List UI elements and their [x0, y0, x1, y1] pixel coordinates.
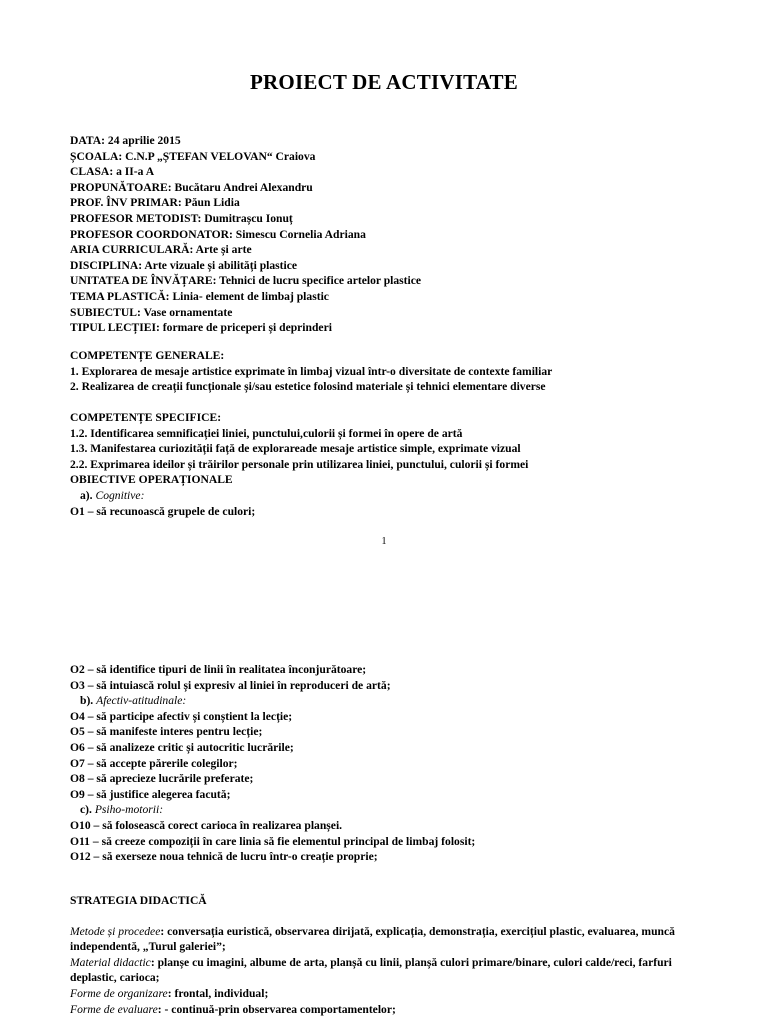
field-separator: : — [189, 243, 196, 257]
objective-item: O5 – să manifeste interes pentru lecție; — [70, 725, 263, 739]
field-separator: : — [109, 165, 117, 179]
field-value: a II-a A — [116, 165, 155, 179]
objective-item: O6 – să analizeze critic și autocritic lucrările; — [70, 740, 294, 754]
field-separator: : — [137, 305, 144, 319]
competenta-item: 1.3. Manifestarea curiozității față de explorareade mesaje artistice simple, exprimate vizual — [70, 442, 521, 456]
field-label: TEMA PLASTICĂ — [70, 289, 166, 303]
header-field-row — [70, 258, 690, 274]
field-separator: : — [165, 289, 173, 303]
metode-line: Metode și procedee: conversația euristică, observarea dirijată, explicația, demonstrația, exercițiul plastic, evaluarea, muncă independentă, „Turul galeriei”; — [70, 924, 675, 954]
header-field-row — [70, 289, 690, 305]
field-label: ARIA CURRICULARĂ — [70, 243, 190, 257]
objective-item: O8 – să aprecieze lucrările preferate; — [70, 772, 254, 786]
category-cognitive: a). Cognitive: — [80, 488, 145, 502]
objective-item: O1 – să recunoască grupele de culori; — [70, 504, 256, 518]
field-separator: : — [138, 258, 145, 272]
field-value: C.N.P „ȘTEFAN VELOVAN“ Craiova — [125, 149, 316, 163]
field-value: Vase ornamentate — [143, 305, 233, 319]
field-label: PROPUNĂTOARE — [70, 180, 168, 194]
field-value: Arte vizuale și abilități plastice — [144, 258, 298, 272]
field-label: PROF. ÎNV PRIMAR — [70, 196, 178, 210]
objective-item: O3 – să intuiască rolul și expresiv al liniei în reproduceri de artă; — [70, 678, 391, 692]
objective-item: O9 – să justifice alegerea facută; — [70, 787, 231, 801]
field-label: PROFESOR METODIST — [70, 211, 198, 225]
header-field-row — [70, 180, 690, 196]
competenta-item: 1. Explorarea de mesaje artistice exprimate în limbaj vizual într-o diversitate de contexte familiar — [70, 364, 553, 378]
competenta-item: 1.2. Identificarea semnificației liniei, punctului,culorii și formei în opere de artă — [70, 426, 463, 440]
objective-item: O11 – să creeze compoziții în care linia să fie elementul principal de limbaj folosit; — [70, 834, 476, 848]
header-field-row — [70, 320, 690, 336]
field-label: DISCIPLINA — [70, 258, 139, 272]
header-field-row — [70, 149, 690, 165]
field-label: SUBIECTUL — [70, 305, 138, 319]
field-label: DATA — [70, 134, 102, 147]
objective-item: O7 – să accepte părerile colegilor; — [70, 756, 238, 770]
forme-organizare-line: Forme de organizare: frontal, individual; — [70, 986, 269, 1000]
field-separator: : — [156, 321, 163, 335]
competenta-item: 2.2. Exprimarea ideilor și trăirilor personale prin utilizarea liniei, punctului, culorii și formei — [70, 457, 529, 471]
field-label: UNITATEA DE ÎNVĂȚARE — [70, 274, 213, 288]
header-field-row — [70, 211, 690, 227]
material-line: Material didactic: planșe cu imagini, albume de arta, planșă cu linii, planșă culori primare/binare, culori calde/reci, farfuri deplastic, carioca; — [70, 955, 672, 985]
field-separator: : — [197, 211, 205, 225]
field-value: formare de priceperi și deprinderi — [162, 321, 332, 335]
objective-item: O4 – să participe afectiv și conștient la lecție; — [70, 709, 293, 723]
page-number: 1 — [381, 536, 387, 547]
field-separator: : — [118, 149, 126, 163]
field-value: Bucătaru Andrei Alexandru — [174, 180, 313, 194]
field-value: Linia- element de limbaj plastic — [172, 289, 329, 303]
field-separator: : — [229, 227, 236, 241]
field-label: ȘCOALA — [70, 149, 119, 163]
header-field-row — [70, 133, 690, 149]
field-value: Simescu Cornelia Adriana — [235, 227, 366, 241]
field-separator: : — [177, 196, 185, 210]
competente-generale-section — [70, 348, 690, 395]
header-field-row — [70, 305, 690, 321]
field-label: CLASA — [70, 165, 110, 179]
category-psiho: c). Psiho-motorii: — [80, 803, 164, 817]
field-label: PROFESOR COORDONATOR — [70, 227, 229, 241]
header-field-row — [70, 195, 690, 211]
section-heading: COMPETENȚE GENERALE: — [70, 349, 225, 362]
objective-item: O12 – să exerseze noua tehnică de lucru într-o creație proprie; — [70, 850, 378, 864]
forme-evaluare-line: Forme de evaluare: - continuă-prin observarea comportamentelor; — [70, 1002, 396, 1016]
field-separator: : — [101, 134, 108, 147]
field-label: TIPUL LECȚIEI — [70, 321, 157, 335]
field-value: Tehnici de lucru specifice artelor plastice — [219, 274, 422, 288]
strategia-section — [70, 893, 690, 1017]
competenta-item: 2. Realizarea de creații funcționale și/sau estetice folosind materiale și tehnici elementare diverse — [70, 380, 546, 394]
header-fields — [70, 133, 690, 336]
objectives-continued — [70, 662, 690, 865]
section-heading: COMPETENȚE SPECIFICE: — [70, 411, 222, 424]
objective-item: O2 – să identifice tipuri de linii în realitatea înconjurătoare; — [70, 663, 367, 676]
field-value: Dumitrașcu Ionuț — [204, 211, 293, 225]
header-field-row — [70, 242, 690, 258]
field-value: Păun Lidia — [184, 196, 240, 210]
field-value: 24 aprilie 2015 — [107, 134, 181, 147]
section-heading: STRATEGIA DIDACTICĂ — [70, 894, 207, 907]
header-field-row — [70, 273, 690, 289]
header-field-row — [70, 227, 690, 243]
category-afectiv: b). Afectiv-atitudinale: — [80, 694, 187, 708]
document-title: PROIECT DE ACTIVITATE — [250, 70, 518, 94]
field-value: Arte și arte — [195, 243, 252, 257]
objective-item: O10 – să folosească corect carioca în realizarea planșei. — [70, 818, 343, 832]
section-heading: OBIECTIVE OPERAȚIONALE — [70, 473, 233, 487]
competente-specifice-section — [70, 410, 690, 519]
field-separator: : — [167, 180, 175, 194]
header-field-row — [70, 164, 690, 180]
field-separator: : — [212, 274, 220, 288]
